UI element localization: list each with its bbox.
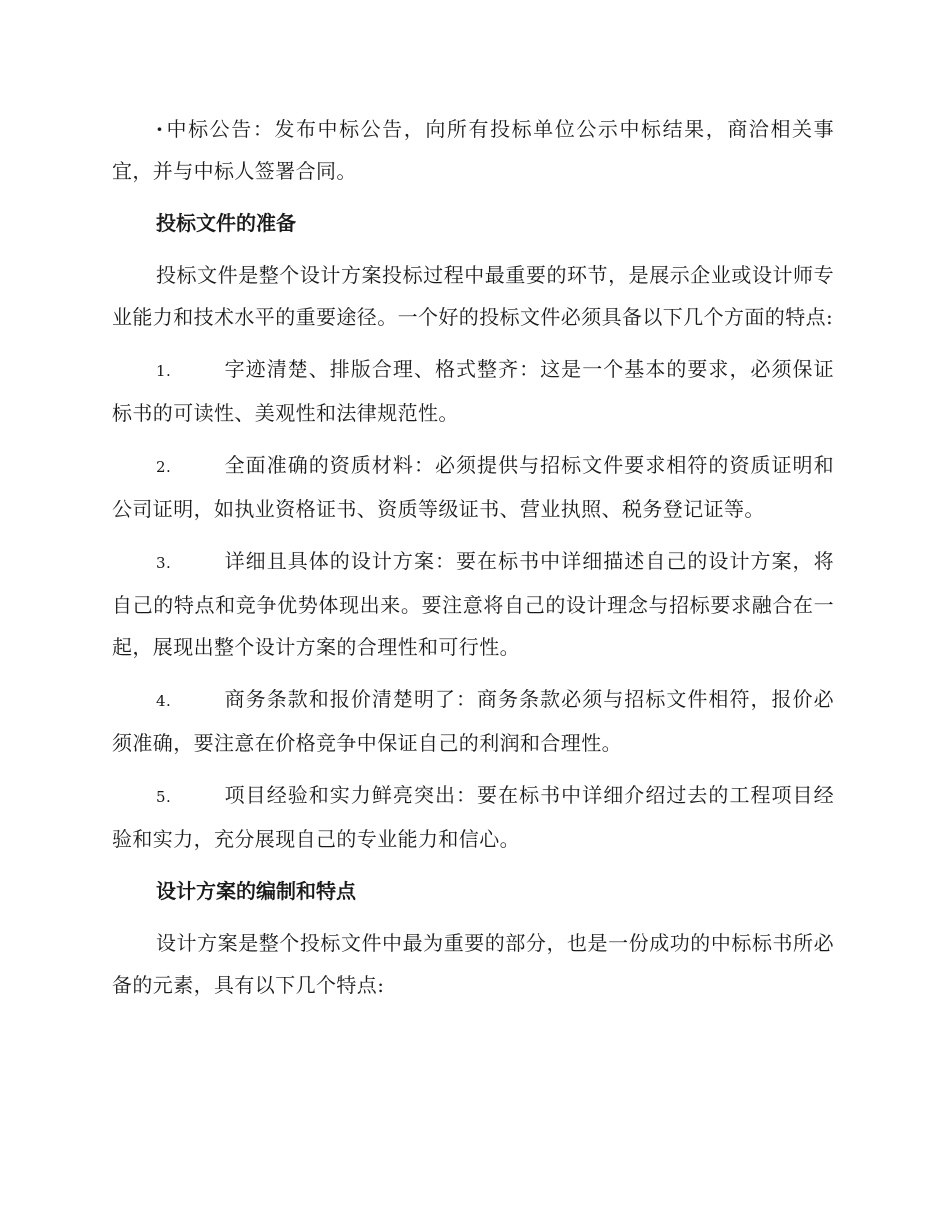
list-item-text: 商务条款和报价清楚明了：商务条款必须与招标文件相符，报价必须准确，要注意在价格竞争中保证自己的利润和合理性。 bbox=[112, 687, 834, 755]
list-item bbox=[112, 678, 834, 764]
list-item-text: 项目经验和实力鲜亮突出：要在标书中详细介绍过去的工程项目经验和实力，充分展现自己的专业能力和信心。 bbox=[112, 783, 834, 851]
list-item bbox=[112, 774, 834, 860]
intro-text: 中标公告：发布中标公告，向所有投标单位公示中标结果，商洽相关事宜，并与中标人签署合同。 bbox=[112, 117, 834, 183]
list-item-number: 3. bbox=[156, 554, 172, 572]
list-item-text: 字迹清楚、排版合理、格式整齐：这是一个基本的要求，必须保证标书的可读性、美观性和法律规范性。 bbox=[112, 357, 834, 425]
list-item-text: 详细且具体的设计方案：要在标书中详细描述自己的设计方案，将自己的特点和竞争优势体现出来。要注意将自己的设计理念与招标要求融合在一起，展现出整个设计方案的合理性和可行性。 bbox=[112, 549, 834, 659]
list-item-text: 全面准确的资质材料：必须提供与招标文件要求相符的资质证明和公司证明，如执业资格证书、资质等级证书、营业执照、税务登记证等。 bbox=[112, 453, 834, 521]
section-heading-design-plan: 设计方案的编制和特点 bbox=[156, 879, 356, 903]
list-item-number: 1. bbox=[156, 362, 172, 380]
section1-paragraph: 投标文件是整个设计方案投标过程中最重要的环节，是展示企业或设计师专业能力和技术水平的重要途径。一个好的投标文件必须具备以下几个方面的特点: bbox=[112, 263, 834, 329]
list-item-number: 4. bbox=[156, 692, 172, 710]
list-item bbox=[112, 540, 834, 668]
section-heading-bid-documents: 投标文件的准备 bbox=[156, 211, 296, 235]
intro-paragraph bbox=[112, 108, 834, 192]
bullet-marker: · bbox=[156, 117, 164, 141]
list-item-number: 2. bbox=[156, 458, 172, 476]
list-item bbox=[112, 444, 834, 530]
document-page bbox=[112, 108, 834, 1016]
list-item bbox=[112, 348, 834, 434]
section2-paragraph: 设计方案是整个投标文件中最为重要的部分，也是一份成功的中标标书所必备的元素，具有以下几个特点: bbox=[112, 931, 834, 997]
list-item-number: 5. bbox=[156, 788, 172, 806]
